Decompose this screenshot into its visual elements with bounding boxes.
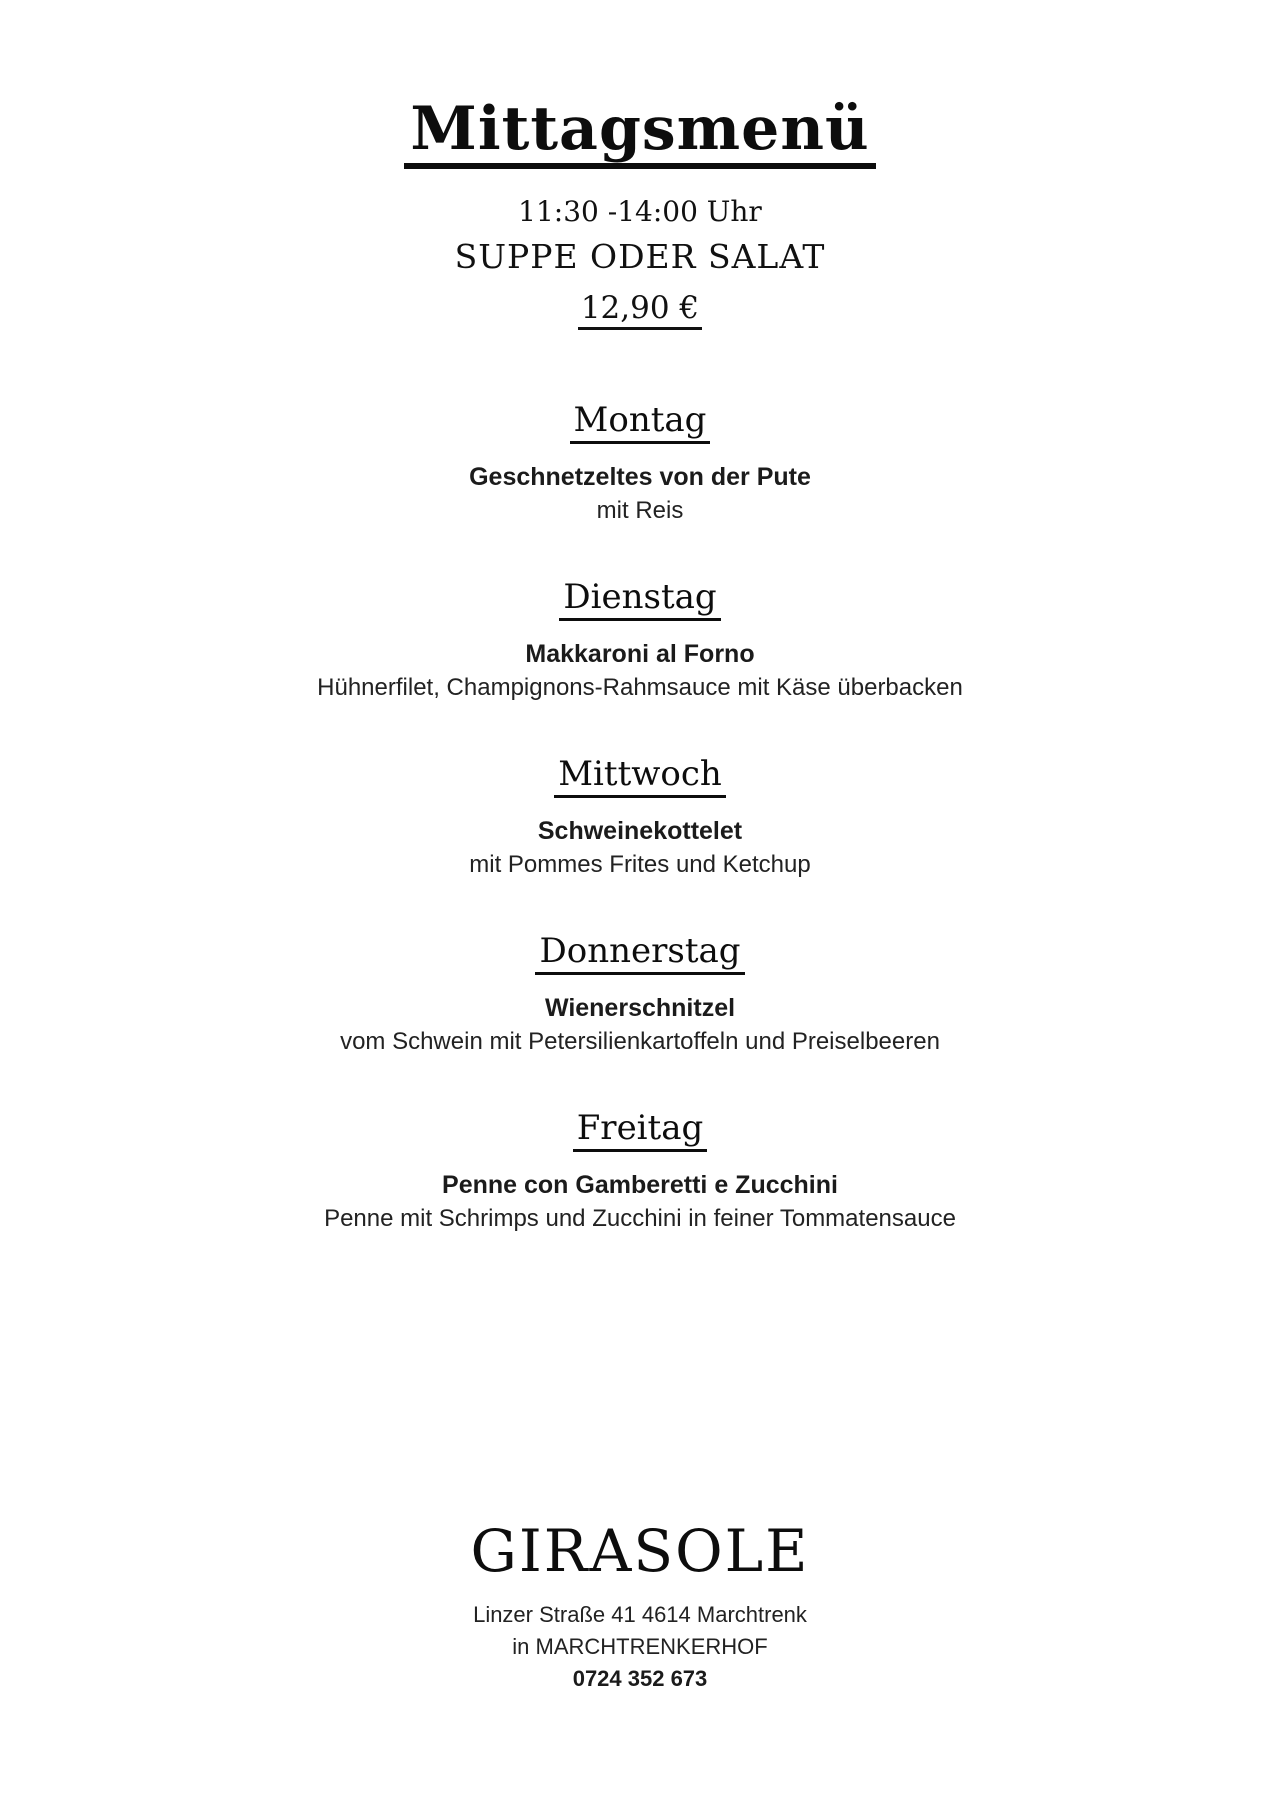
menu-title-row — [0, 96, 1280, 169]
day-name-montag: Montag — [570, 400, 711, 444]
menu-subtitle: SUPPE ODER SALAT — [454, 237, 826, 276]
day-name-dienstag: Dienstag — [559, 577, 720, 621]
restaurant-phone: 0724 352 673 — [572, 1666, 708, 1691]
day-description-dienstag: Hühnerfilet, Champignons-Rahmsauce mit Käse überbacken — [317, 674, 963, 701]
day-description-freitag: Penne mit Schrimps und Zucchini in feiner Tommatensauce — [324, 1205, 956, 1232]
day-dish-montag: Geschnetzeltes von der Pute — [469, 463, 811, 491]
day-dish-mittwoch: Schweinekottelet — [537, 817, 743, 845]
menu-footer — [0, 1513, 1280, 1693]
day-description-donnerstag: vom Schwein mit Petersilienkartoffeln und Preiselbeeren — [340, 1028, 940, 1055]
day-description-mittwoch: mit Pommes Frites und Ketchup — [469, 851, 811, 878]
menu-price-row — [0, 289, 1280, 334]
day-name-freitag: Freitag — [573, 1108, 708, 1152]
day-name-mittwoch: Mittwoch — [554, 754, 726, 798]
day-section-freitag — [0, 1108, 1280, 1233]
day-description-montag: mit Reis — [596, 497, 684, 524]
day-dish-dienstag: Makkaroni al Forno — [525, 640, 755, 668]
day-dish-donnerstag: Wienerschnitzel — [544, 994, 736, 1022]
day-section-montag — [0, 400, 1280, 525]
restaurant-address: Linzer Straße 41 4614 Marchtrenk — [473, 1602, 807, 1627]
menu-title: Mittagsmenü — [404, 96, 875, 169]
restaurant-location: in MARCHTRENKERHOF — [512, 1634, 768, 1659]
day-section-donnerstag — [0, 931, 1280, 1056]
day-dish-freitag: Penne con Gamberetti e Zucchini — [442, 1171, 838, 1199]
menu-price: 12,90 € — [578, 289, 702, 330]
day-section-mittwoch — [0, 754, 1280, 879]
restaurant-name: GIRASOLE — [470, 1517, 810, 1585]
day-name-donnerstag: Donnerstag — [535, 931, 744, 975]
menu-hours: 11:30 -14:00 Uhr — [518, 195, 762, 228]
day-section-dienstag — [0, 577, 1280, 702]
